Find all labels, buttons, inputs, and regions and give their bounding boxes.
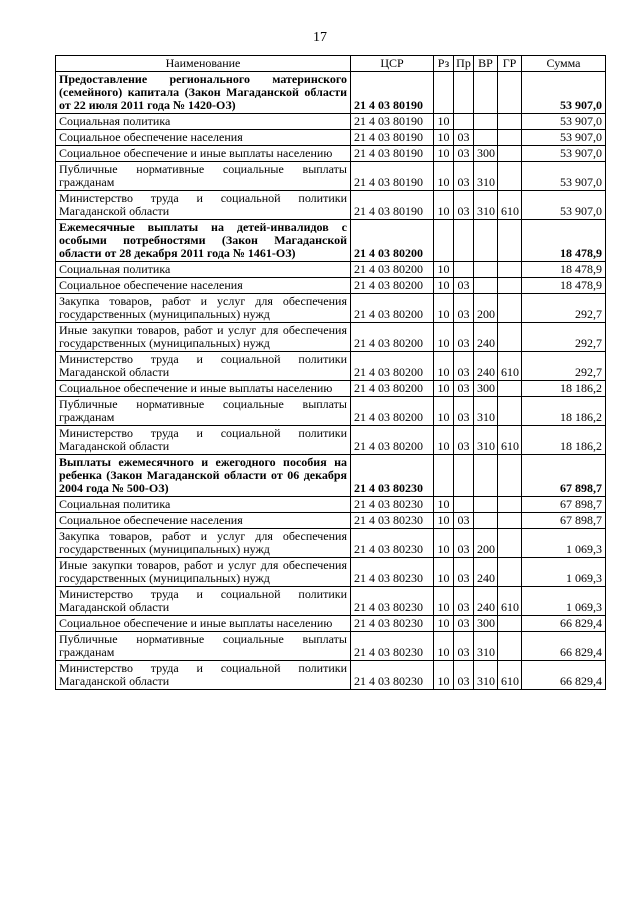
header-rz: Рз xyxy=(434,56,454,72)
cell-gr: 610 xyxy=(498,587,522,616)
cell-pr: 03 xyxy=(454,146,474,162)
cell-csr: 21 4 03 80230 xyxy=(351,513,434,529)
cell-vr xyxy=(474,220,498,262)
cell-csr: 21 4 03 80190 xyxy=(351,146,434,162)
header-name: Наименование xyxy=(56,56,351,72)
cell-name: Ежемесячные выплаты на детей-инвалидов с особыми потребностями (Закон Магаданской области от 28 декабря 2011 года № 1461-ОЗ) xyxy=(56,220,351,262)
cell-sum: 53 907,0 xyxy=(522,130,606,146)
cell-name: Министерство труда и социальной политики Магаданской области xyxy=(56,426,351,455)
cell-name: Министерство труда и социальной политики Магаданской области xyxy=(56,352,351,381)
cell-vr: 310 xyxy=(474,397,498,426)
cell-rz xyxy=(434,220,454,262)
cell-name: Публичные нормативные социальные выплаты гражданам xyxy=(56,162,351,191)
cell-vr: 300 xyxy=(474,381,498,397)
cell-rz: 10 xyxy=(434,294,454,323)
cell-vr xyxy=(474,262,498,278)
cell-sum: 292,7 xyxy=(522,294,606,323)
cell-rz xyxy=(434,72,454,114)
cell-pr: 03 xyxy=(454,529,474,558)
cell-sum: 18 186,2 xyxy=(522,397,606,426)
cell-pr xyxy=(454,455,474,497)
cell-pr: 03 xyxy=(454,162,474,191)
table-row xyxy=(56,381,606,397)
cell-vr xyxy=(474,497,498,513)
cell-name: Выплаты ежемесячного и ежегодного пособия на ребенка (Закон Магаданской области от 06 декабря 2004 года № 500-ОЗ) xyxy=(56,455,351,497)
cell-name: Министерство труда и социальной политики Магаданской области xyxy=(56,191,351,220)
cell-rz: 10 xyxy=(434,191,454,220)
cell-pr: 03 xyxy=(454,397,474,426)
cell-gr: 610 xyxy=(498,191,522,220)
table-row xyxy=(56,114,606,130)
cell-vr: 310 xyxy=(474,191,498,220)
cell-csr: 21 4 03 80230 xyxy=(351,497,434,513)
budget-table xyxy=(55,55,606,690)
cell-rz: 10 xyxy=(434,130,454,146)
cell-vr xyxy=(474,513,498,529)
cell-sum: 292,7 xyxy=(522,323,606,352)
cell-name: Закупка товаров, работ и услуг для обеспечения государственных (муниципальных) нужд xyxy=(56,529,351,558)
cell-vr: 240 xyxy=(474,587,498,616)
cell-rz: 10 xyxy=(434,529,454,558)
cell-rz: 10 xyxy=(434,278,454,294)
cell-gr xyxy=(498,146,522,162)
table-row xyxy=(56,397,606,426)
table-row xyxy=(56,587,606,616)
cell-rz: 10 xyxy=(434,146,454,162)
table-row xyxy=(56,352,606,381)
cell-pr xyxy=(454,220,474,262)
cell-sum: 66 829,4 xyxy=(522,632,606,661)
table-header-row xyxy=(56,56,606,72)
table-row xyxy=(56,191,606,220)
table-row xyxy=(56,661,606,690)
cell-csr: 21 4 03 80200 xyxy=(351,220,434,262)
cell-vr: 240 xyxy=(474,352,498,381)
cell-csr: 21 4 03 80230 xyxy=(351,587,434,616)
cell-sum: 18 478,9 xyxy=(522,278,606,294)
cell-sum: 67 898,7 xyxy=(522,497,606,513)
cell-pr xyxy=(454,72,474,114)
cell-pr: 03 xyxy=(454,191,474,220)
cell-sum: 53 907,0 xyxy=(522,114,606,130)
table-row xyxy=(56,323,606,352)
table-row xyxy=(56,162,606,191)
cell-sum: 53 907,0 xyxy=(522,162,606,191)
cell-pr: 03 xyxy=(454,352,474,381)
cell-vr: 200 xyxy=(474,529,498,558)
cell-pr: 03 xyxy=(454,426,474,455)
cell-name: Предоставление регионального материнского (семейного) капитала (Закон Магаданской области от 22 июля 2011 года № 1420-ОЗ) xyxy=(56,72,351,114)
table-row xyxy=(56,130,606,146)
cell-gr xyxy=(498,262,522,278)
cell-sum: 53 907,0 xyxy=(522,72,606,114)
cell-pr: 03 xyxy=(454,323,474,352)
table-row xyxy=(56,616,606,632)
cell-rz: 10 xyxy=(434,426,454,455)
cell-sum: 1 069,3 xyxy=(522,558,606,587)
cell-name: Социальное обеспечение населения xyxy=(56,130,351,146)
cell-name: Министерство труда и социальной политики Магаданской области xyxy=(56,661,351,690)
cell-pr: 03 xyxy=(454,616,474,632)
cell-gr xyxy=(498,381,522,397)
table-row xyxy=(56,220,606,262)
cell-sum: 18 186,2 xyxy=(522,381,606,397)
cell-gr: 610 xyxy=(498,352,522,381)
cell-sum: 67 898,7 xyxy=(522,513,606,529)
header-pr: Пр xyxy=(454,56,474,72)
cell-name: Иные закупки товаров, работ и услуг для обеспечения государственных (муниципальных) нужд xyxy=(56,323,351,352)
cell-csr: 21 4 03 80230 xyxy=(351,529,434,558)
cell-gr xyxy=(498,72,522,114)
cell-name: Иные закупки товаров, работ и услуг для обеспечения государственных (муниципальных) нужд xyxy=(56,558,351,587)
cell-gr xyxy=(498,278,522,294)
table-row xyxy=(56,262,606,278)
cell-pr: 03 xyxy=(454,294,474,323)
cell-csr: 21 4 03 80190 xyxy=(351,72,434,114)
cell-vr: 310 xyxy=(474,426,498,455)
cell-csr: 21 4 03 80200 xyxy=(351,323,434,352)
cell-sum: 1 069,3 xyxy=(522,529,606,558)
cell-name: Социальная политика xyxy=(56,114,351,130)
page-number: 17 xyxy=(313,30,327,45)
cell-rz: 10 xyxy=(434,513,454,529)
cell-gr xyxy=(498,294,522,323)
cell-rz xyxy=(434,455,454,497)
cell-rz: 10 xyxy=(434,381,454,397)
cell-name: Социальная политика xyxy=(56,497,351,513)
cell-name: Социальное обеспечение населения xyxy=(56,513,351,529)
cell-csr: 21 4 03 80190 xyxy=(351,130,434,146)
cell-rz: 10 xyxy=(434,661,454,690)
cell-sum: 53 907,0 xyxy=(522,191,606,220)
cell-sum: 67 898,7 xyxy=(522,455,606,497)
cell-rz: 10 xyxy=(434,262,454,278)
cell-csr: 21 4 03 80200 xyxy=(351,294,434,323)
cell-vr: 300 xyxy=(474,616,498,632)
cell-csr: 21 4 03 80230 xyxy=(351,661,434,690)
cell-pr xyxy=(454,497,474,513)
cell-sum: 292,7 xyxy=(522,352,606,381)
cell-gr xyxy=(498,497,522,513)
table-row xyxy=(56,558,606,587)
cell-gr xyxy=(498,616,522,632)
cell-vr: 310 xyxy=(474,632,498,661)
cell-rz: 10 xyxy=(434,352,454,381)
cell-vr xyxy=(474,114,498,130)
cell-gr xyxy=(498,513,522,529)
cell-gr xyxy=(498,632,522,661)
header-sum: Сумма xyxy=(522,56,606,72)
cell-rz: 10 xyxy=(434,323,454,352)
cell-gr: 610 xyxy=(498,426,522,455)
cell-pr: 03 xyxy=(454,587,474,616)
cell-pr: 03 xyxy=(454,513,474,529)
header-csr: ЦСР xyxy=(351,56,434,72)
cell-pr: 03 xyxy=(454,278,474,294)
cell-vr: 310 xyxy=(474,661,498,690)
cell-vr xyxy=(474,72,498,114)
cell-sum: 66 829,4 xyxy=(522,661,606,690)
table-row xyxy=(56,278,606,294)
cell-csr: 21 4 03 80230 xyxy=(351,558,434,587)
cell-csr: 21 4 03 80200 xyxy=(351,381,434,397)
cell-csr: 21 4 03 80200 xyxy=(351,426,434,455)
cell-name: Публичные нормативные социальные выплаты гражданам xyxy=(56,632,351,661)
cell-name: Публичные нормативные социальные выплаты гражданам xyxy=(56,397,351,426)
cell-pr: 03 xyxy=(454,558,474,587)
table-row xyxy=(56,72,606,114)
cell-csr: 21 4 03 80230 xyxy=(351,455,434,497)
cell-csr: 21 4 03 80200 xyxy=(351,352,434,381)
cell-csr: 21 4 03 80200 xyxy=(351,262,434,278)
cell-rz: 10 xyxy=(434,397,454,426)
cell-csr: 21 4 03 80190 xyxy=(351,191,434,220)
cell-vr xyxy=(474,130,498,146)
cell-gr xyxy=(498,529,522,558)
cell-rz: 10 xyxy=(434,162,454,191)
cell-name: Министерство труда и социальной политики Магаданской области xyxy=(56,587,351,616)
table-row xyxy=(56,529,606,558)
cell-csr: 21 4 03 80230 xyxy=(351,632,434,661)
cell-pr xyxy=(454,114,474,130)
cell-name: Социальная политика xyxy=(56,262,351,278)
cell-gr xyxy=(498,114,522,130)
cell-pr: 03 xyxy=(454,661,474,690)
table-row xyxy=(56,513,606,529)
cell-gr xyxy=(498,323,522,352)
cell-sum: 18 186,2 xyxy=(522,426,606,455)
cell-gr xyxy=(498,162,522,191)
table-body xyxy=(56,72,606,690)
table-row xyxy=(56,632,606,661)
cell-csr: 21 4 03 80190 xyxy=(351,114,434,130)
cell-rz: 10 xyxy=(434,616,454,632)
cell-rz: 10 xyxy=(434,497,454,513)
cell-rz: 10 xyxy=(434,587,454,616)
cell-rz: 10 xyxy=(434,558,454,587)
cell-name: Социальное обеспечение и иные выплаты населению xyxy=(56,381,351,397)
cell-gr xyxy=(498,130,522,146)
cell-rz: 10 xyxy=(434,632,454,661)
table-row xyxy=(56,146,606,162)
cell-rz: 10 xyxy=(434,114,454,130)
cell-csr: 21 4 03 80230 xyxy=(351,616,434,632)
cell-sum: 1 069,3 xyxy=(522,587,606,616)
cell-gr xyxy=(498,558,522,587)
cell-vr: 310 xyxy=(474,162,498,191)
cell-name: Закупка товаров, работ и услуг для обеспечения государственных (муниципальных) нужд xyxy=(56,294,351,323)
cell-pr: 03 xyxy=(454,632,474,661)
cell-sum: 18 478,9 xyxy=(522,220,606,262)
cell-pr: 03 xyxy=(454,130,474,146)
header-vr: ВР xyxy=(474,56,498,72)
table-row xyxy=(56,426,606,455)
cell-csr: 21 4 03 80200 xyxy=(351,397,434,426)
cell-csr: 21 4 03 80190 xyxy=(351,162,434,191)
header-gr: ГР xyxy=(498,56,522,72)
cell-name: Социальное обеспечение и иные выплаты населению xyxy=(56,616,351,632)
cell-sum: 66 829,4 xyxy=(522,616,606,632)
table-row xyxy=(56,455,606,497)
cell-gr xyxy=(498,455,522,497)
cell-vr xyxy=(474,455,498,497)
cell-sum: 53 907,0 xyxy=(522,146,606,162)
cell-vr: 240 xyxy=(474,558,498,587)
table-row xyxy=(56,497,606,513)
cell-name: Социальное обеспечение и иные выплаты населению xyxy=(56,146,351,162)
cell-vr: 240 xyxy=(474,323,498,352)
cell-csr: 21 4 03 80200 xyxy=(351,278,434,294)
cell-name: Социальное обеспечение населения xyxy=(56,278,351,294)
cell-vr: 300 xyxy=(474,146,498,162)
cell-gr xyxy=(498,220,522,262)
cell-pr: 03 xyxy=(454,381,474,397)
cell-pr xyxy=(454,262,474,278)
cell-vr: 200 xyxy=(474,294,498,323)
cell-gr xyxy=(498,397,522,426)
table-row xyxy=(56,294,606,323)
cell-gr: 610 xyxy=(498,661,522,690)
cell-vr xyxy=(474,278,498,294)
cell-sum: 18 478,9 xyxy=(522,262,606,278)
